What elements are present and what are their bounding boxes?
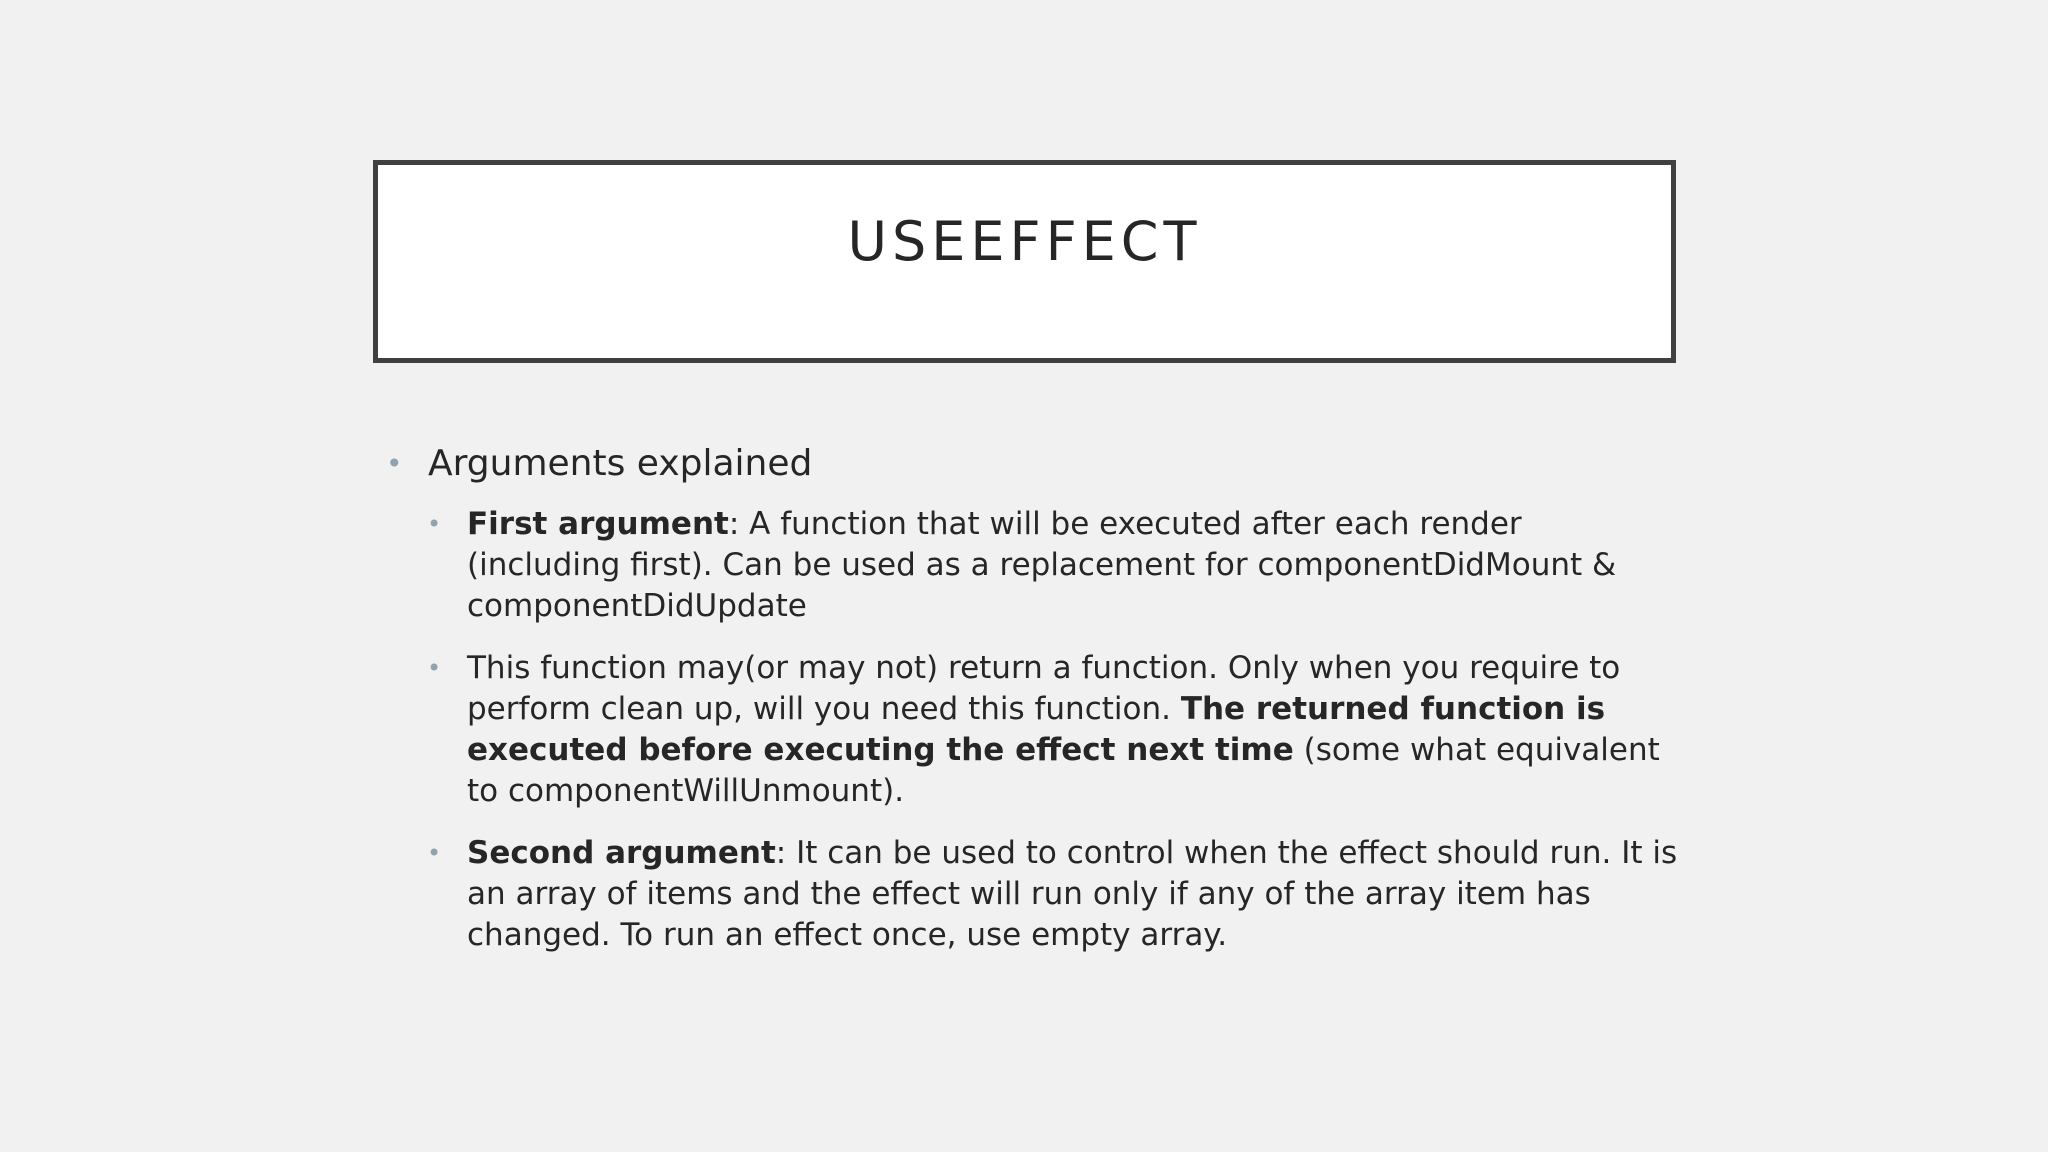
bullet-level1 [380, 438, 1680, 490]
slide-title: USEEFFECT [847, 210, 1202, 273]
first-argument-text: : A function that will be executed after each render (including first). Can be used as a replacement for componentDidMount & componentDidUpdate [467, 506, 1617, 624]
title-box [373, 160, 1676, 363]
second-argument-text: : It can be used to control when the effect should run. It is an array of items and the effect will run only if any of the array item has changed. To run an effect once, use empty array. [467, 835, 1678, 953]
first-argument-label: First argument [467, 506, 729, 542]
return-function-bold-text: The returned function is executed before executing the effect next time [467, 691, 1606, 768]
second-argument-label: Second argument [467, 835, 776, 871]
slide-content [380, 438, 1680, 977]
bullet-level1-text: Arguments explained [428, 443, 813, 484]
bullet-dot-icon: • [386, 447, 403, 480]
bullet-dot-icon: • [427, 839, 442, 867]
sub-bullet-first-argument [427, 504, 1680, 627]
return-function-text-after: (some what equivalent to componentWillUnmount). [467, 732, 1660, 809]
bullet-dot-icon: • [427, 510, 442, 538]
return-function-text-before: This function may(or may not) return a function. Only when you require to perform clean up, will you need this function. [467, 650, 1621, 727]
bullet-dot-icon: • [427, 654, 442, 682]
sub-bullet-return-function [427, 648, 1680, 812]
sub-bullet-second-argument [427, 833, 1680, 956]
sub-bullet-list [380, 504, 1680, 956]
